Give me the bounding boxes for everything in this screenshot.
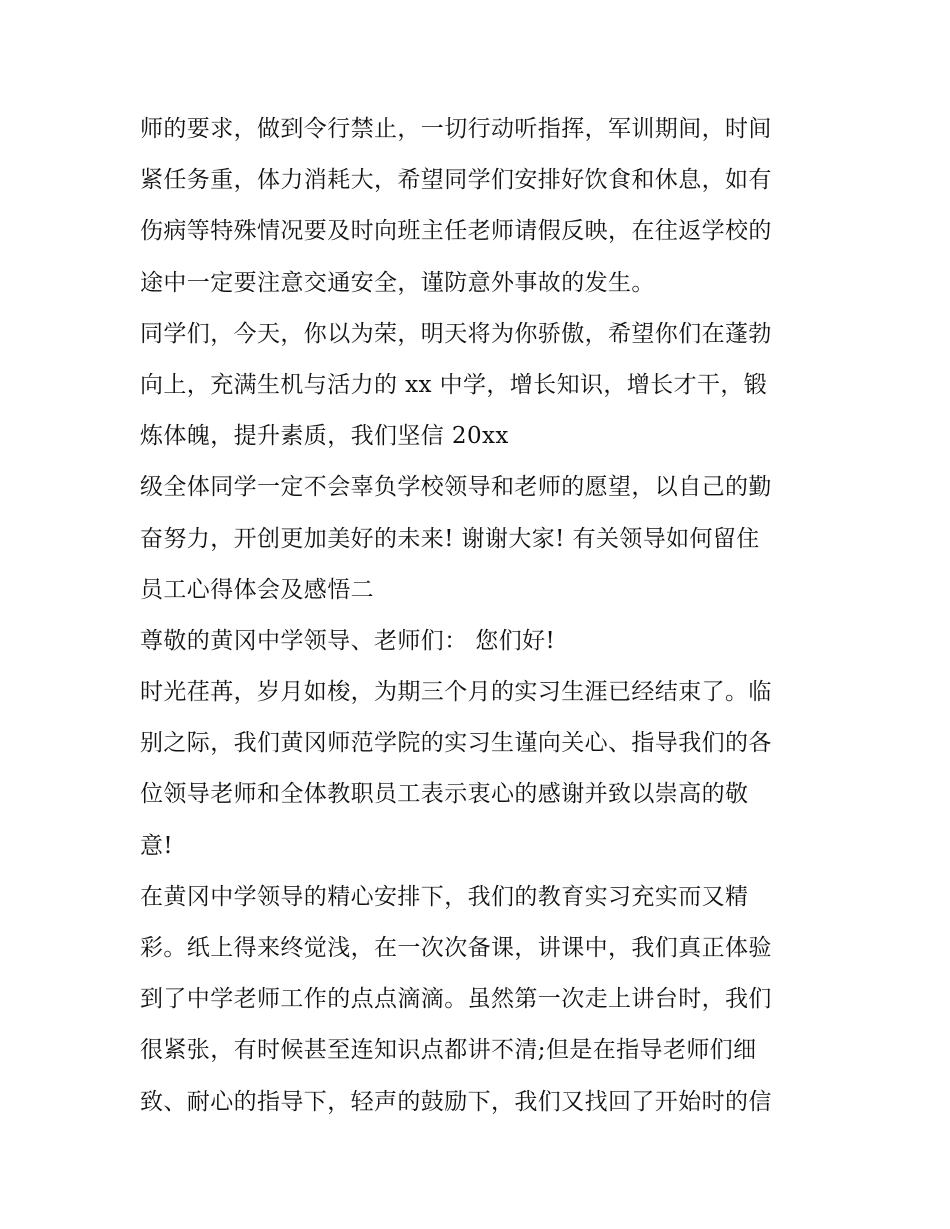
text-line: 师的要求，做到令行禁止，一切行动听指挥，军训期间，时间 [140,116,772,142]
text-line: 紧任务重，体力消耗大，希望同学们安排好饮食和休息，如有 [140,167,772,194]
section-heading: 员工心得体会及感悟二 [140,576,374,603]
text-line: 位领导老师和全体教职员工表示衷心的感谢并致以崇高的敬 [140,781,749,808]
text-line: 向上，充满生机与活力的 xx 中学，增长知识，增长才干，锻 [140,371,768,398]
text-line: 很紧张，有时候甚至连知识点都讲不清;但是在指导老师们细 [140,1037,757,1064]
text-line: 致、耐心的指导下，轻声的鼓励下，我们又找回了开始时的信 [140,1088,772,1115]
text-line: 奋努力，开创更加美好的未来! 谢谢大家! 有关领导如何留住 [140,525,760,552]
text-line: 意! [140,832,174,859]
text-line: 彩。纸上得来终觉浅，在一次次备课，讲课中，我们真正体验 [140,935,772,961]
text-line: 途中一定要注意交通安全，谨防意外事故的发生。 [140,269,655,296]
text-line: 伤病等特殊情况要及时向班主任老师请假反映，在往返学校的 [140,218,772,245]
text-line: 同学们，今天，你以为荣，明天将为你骄傲，希望你们在蓬勃 [140,320,772,347]
text-line: 别之际，我们黄冈师范学院的实习生谨向关心、指导我们的各 [140,730,772,757]
text-line: 在黄冈中学领导的精心安排下，我们的教育实习充实而又精 [140,883,749,910]
document-body [140,109,820,1133]
text-line: 级全体同学一定不会辜负学校领导和老师的愿望，以自己的勤 [140,474,772,501]
salutation-line: 尊敬的黄冈中学领导、老师们： 您们好! [140,627,556,654]
text-line: 时光荏苒，岁月如梭，为期三个月的实习生涯已经结束了。临 [140,679,772,706]
text-line: 到了中学老师工作的点点滴滴。虽然第一次走上讲台时，我们 [140,986,772,1013]
text-line: 炼体魄，提升素质，我们坚信 20xx [140,423,509,450]
